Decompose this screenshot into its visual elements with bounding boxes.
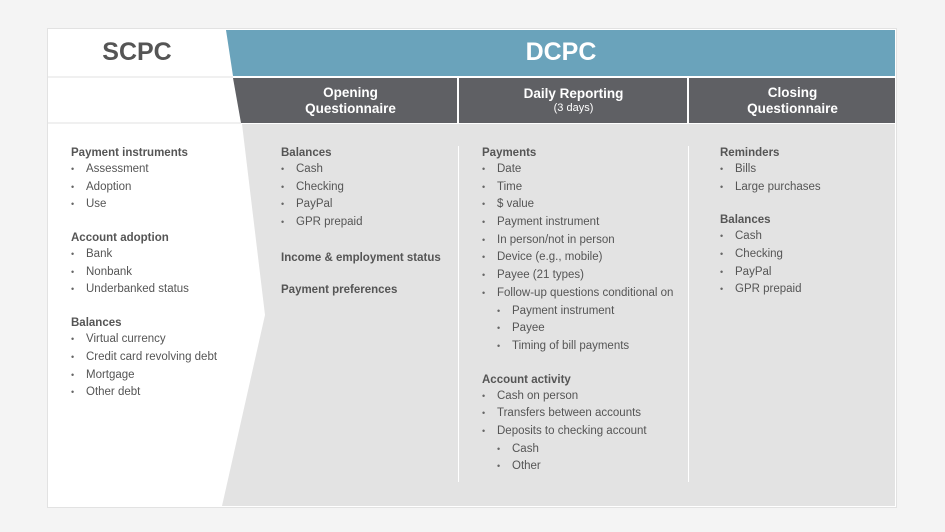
opening-balances-list: [281, 161, 441, 232]
scpc-list: [71, 331, 217, 402]
account-activity-list: [482, 388, 673, 476]
list-item: • Payment instrument: [482, 214, 673, 232]
list-item: • $ value: [482, 196, 673, 214]
divider-daily-right: [688, 146, 689, 482]
reminders-list: [720, 161, 821, 196]
list-item: • Checking: [281, 179, 441, 197]
daily-column: [482, 145, 673, 476]
list-item: • Adoption: [71, 179, 217, 197]
list-item: • Other debt: [71, 384, 217, 402]
closing-column: [720, 145, 821, 299]
closing-questionnaire-header: [689, 79, 896, 122]
daily-reporting-header: [459, 79, 688, 122]
list-item: • Bank: [71, 246, 217, 264]
list-item: • Cash on person: [482, 388, 673, 406]
list-item: • Credit card revolving debt: [71, 349, 217, 367]
daily-header-title: Daily Reporting: [523, 86, 624, 101]
closing-header-line1: Closing: [767, 84, 818, 100]
opening-balances-heading: Balances: [281, 147, 332, 159]
list-item: • GPR prepaid: [720, 281, 821, 299]
dcpc-title: DCPC: [525, 38, 597, 66]
list-item: • Time: [482, 179, 673, 197]
list-item: • Virtual currency: [71, 331, 217, 349]
list-item: • Date: [482, 161, 673, 179]
list-item: • Underbanked status: [71, 281, 217, 299]
list-item: • Bills: [720, 161, 821, 179]
payment-preferences-heading: Payment preferences: [281, 283, 398, 296]
list-item: • Cash: [281, 161, 441, 179]
list-item: • Payee (21 types): [482, 267, 673, 285]
list-item: • Follow-up questions conditional on: [482, 285, 673, 303]
list-item: • In person/not in person: [482, 232, 673, 250]
list-item: • Deposits to checking account: [482, 423, 673, 441]
opening-header-line1: Opening: [323, 84, 378, 100]
list-item: • Use: [71, 196, 217, 214]
list-item: • Transfers between accounts: [482, 405, 673, 423]
list-item: • Checking: [720, 246, 821, 264]
income-employment-heading: Income & employment status: [281, 251, 441, 264]
list-item: • Assessment: [71, 161, 217, 179]
list-item: • Timing of bill payments: [482, 338, 673, 356]
closing-balances-list: [720, 228, 821, 299]
account-activity-heading: Account activity: [482, 373, 571, 386]
payments-list: [482, 161, 673, 356]
scpc-title: SCPC: [102, 38, 172, 66]
list-item: • Other: [482, 458, 673, 476]
list-item: • Payment instrument: [482, 303, 673, 321]
list-item: • Cash: [482, 441, 673, 459]
scpc-section-heading: Payment instruments: [71, 147, 188, 159]
closing-balances-heading: Balances: [720, 214, 771, 227]
list-item: • GPR prepaid: [281, 214, 441, 232]
daily-header-subtitle: (3 days): [553, 102, 594, 114]
opening-column: [281, 145, 441, 298]
list-item: • Large purchases: [720, 179, 821, 197]
opening-header-line2: Questionnaire: [305, 100, 396, 116]
list-item: • Payee: [482, 320, 673, 338]
scpc-list: [71, 161, 217, 214]
list-item: • Cash: [720, 228, 821, 246]
list-item: • PayPal: [281, 196, 441, 214]
list-item: • PayPal: [720, 264, 821, 282]
scpc-column: [71, 145, 217, 402]
closing-header-line2: Questionnaire: [747, 100, 838, 116]
scpc-section-heading: Account adoption: [71, 232, 169, 245]
divider-daily-left: [458, 146, 459, 482]
list-item: • Nonbank: [71, 264, 217, 282]
scpc-section-heading: Balances: [71, 317, 122, 330]
opening-questionnaire-header: [243, 79, 458, 122]
list-item: • Mortgage: [71, 367, 217, 385]
list-item: • Device (e.g., mobile): [482, 249, 673, 267]
payments-heading: Payments: [482, 147, 537, 159]
reminders-heading: Reminders: [720, 147, 780, 159]
scpc-list: [71, 246, 217, 299]
